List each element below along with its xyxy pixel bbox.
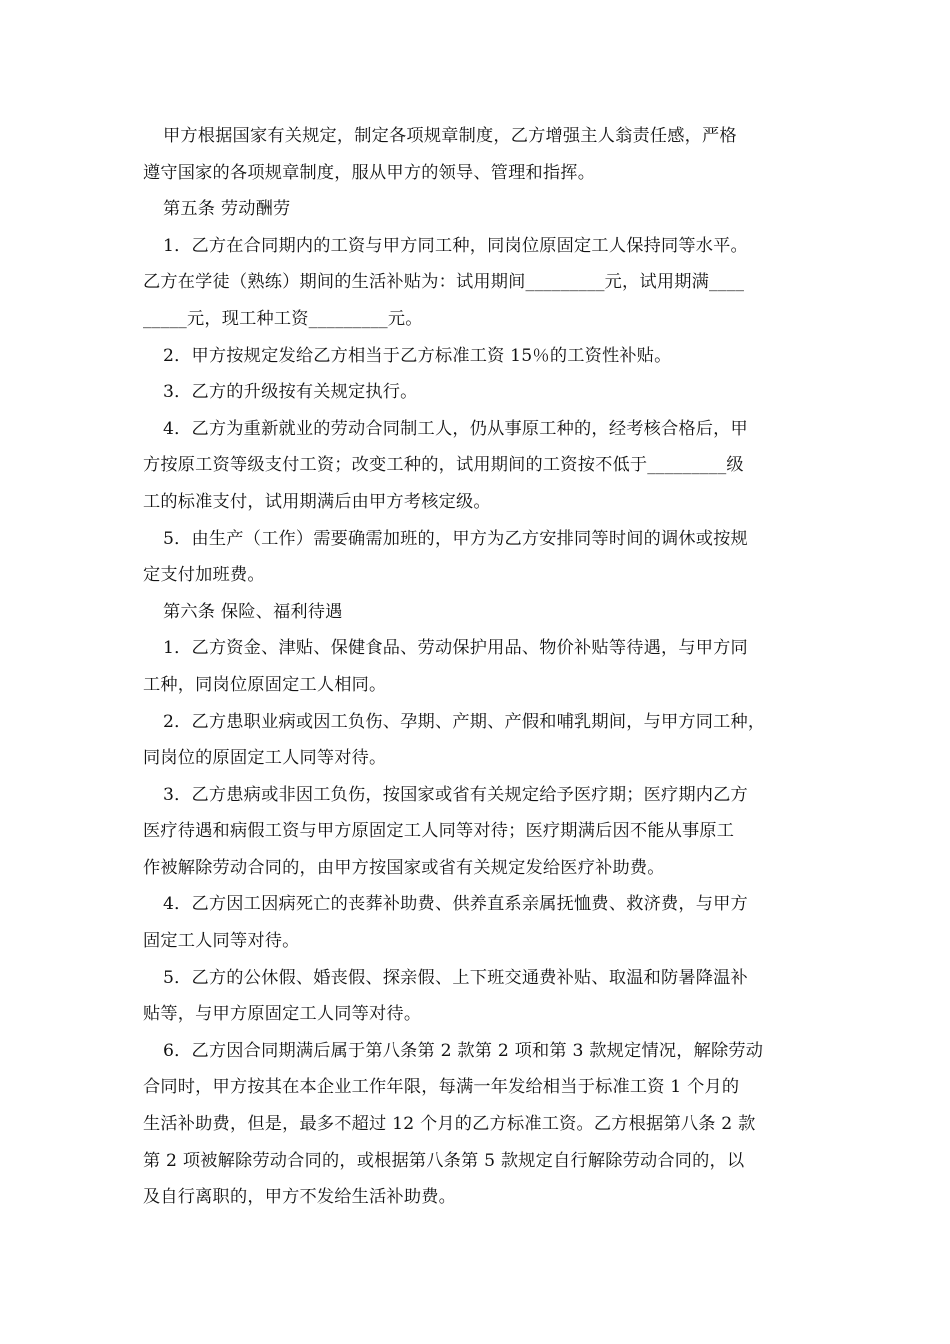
paragraph: [143, 338, 815, 375]
text-line: 2．乙方患职业病或因工负伤、孕期、产期、产假和哺乳期间，与甲方同工种，: [163, 711, 766, 732]
text-line: 2．甲方按规定发给乙方相当于乙方标准工资 15％的工资性补贴。: [163, 345, 672, 366]
text-line: 5．由生产（工作）需要确需加班的，甲方为乙方安排同等时间的调休或按规: [163, 528, 748, 549]
text-line: 5．乙方的公休假、婚丧假、探亲假、上下班交通费补贴、取温和防暑降温补: [163, 967, 748, 988]
text-line: 第六条 保险、福利待遇: [163, 601, 343, 622]
paragraph: [143, 886, 815, 959]
text-line: 甲方根据国家有关规定，制定各项规章制度，乙方增强主人翁责任感，严格: [163, 126, 737, 146]
paragraph: [143, 704, 815, 777]
text-line: 遵守国家的各项规章制度，服从甲方的领导、管理和指挥。: [143, 162, 596, 183]
text-line: 6．乙方因合同期满后属于第八条第 2 款第 2 项和第 3 款规定情况，解除劳动: [163, 1040, 764, 1061]
text-line: 及自行离职的，甲方不发给生活补助费。: [143, 1187, 456, 1208]
text-line: 定支付加班费。: [143, 565, 265, 586]
section-heading: [143, 191, 815, 228]
text-line: 固定工人同等对待。: [143, 931, 300, 952]
paragraph: [143, 630, 815, 703]
text-line: 同岗位的原固定工人同等对待。: [143, 748, 387, 769]
text-line: 医疗待遇和病假工资与甲方原固定工人同等对待；医疗期满后因不能从事原工: [143, 821, 735, 842]
section-heading: [143, 594, 815, 631]
text-line: 乙方在学徒（熟练）期间的生活补贴为：试用期间_________元，试用期满____: [143, 272, 745, 293]
text-line: 方按原工资等级支付工资；改变工种的，试用期间的工资按不低于_________级: [143, 455, 744, 476]
text-line: 1．乙方在合同期内的工资与甲方同工种，同岗位原固定工人保持同等水平。: [163, 235, 748, 256]
paragraph: [143, 1033, 815, 1216]
text-line: 生活补助费，但是，最多不超过 12 个月的乙方标准工资。乙方根据第八条 2 款: [143, 1114, 756, 1135]
text-line: 合同时，甲方按其在本企业工作年限，每满一年发给相当于标准工资 1 个月的: [143, 1077, 740, 1098]
text-line: 4．乙方因工因病死亡的丧葬补助费、供养直系亲属抚恤费、救济费，与甲方: [163, 894, 748, 915]
text-line: 3．乙方的升级按有关规定执行。: [163, 382, 418, 403]
text-line: 第 2 项被解除劳动合同的，或根据第八条第 5 款规定自行解除劳动合同的，以: [143, 1150, 745, 1171]
document-body: [143, 118, 815, 1216]
text-line: 4．乙方为重新就业的劳动合同制工人，仍从事原工种的，经考核合格后，甲: [163, 418, 748, 439]
paragraph: [143, 521, 815, 594]
text-line: 工种，同岗位原固定工人相同。: [143, 674, 387, 695]
paragraph: [143, 960, 815, 1033]
paragraph: [143, 374, 815, 411]
text-line: 作被解除劳动合同的，由甲方按国家或省有关规定发给医疗补助费。: [143, 857, 665, 878]
paragraph: [143, 228, 815, 338]
text-line: _____元，现工种工资_________元。: [143, 308, 423, 329]
paragraph: [143, 777, 815, 887]
paragraph: [143, 411, 815, 521]
text-line: 工的标准支付，试用期满后由甲方考核定级。: [143, 491, 491, 512]
text-line: 第五条 劳动酬劳: [163, 199, 291, 220]
text-line: 贴等，与甲方原固定工人同等对待。: [143, 1004, 422, 1025]
text-line: 3．乙方患病或非因工负伤，按国家或省有关规定给予医疗期；医疗期内乙方: [163, 784, 748, 805]
paragraph: [143, 118, 815, 191]
text-line: 1．乙方资金、津贴、保健食品、劳动保护用品、物价补贴等待遇，与甲方同: [163, 638, 748, 659]
